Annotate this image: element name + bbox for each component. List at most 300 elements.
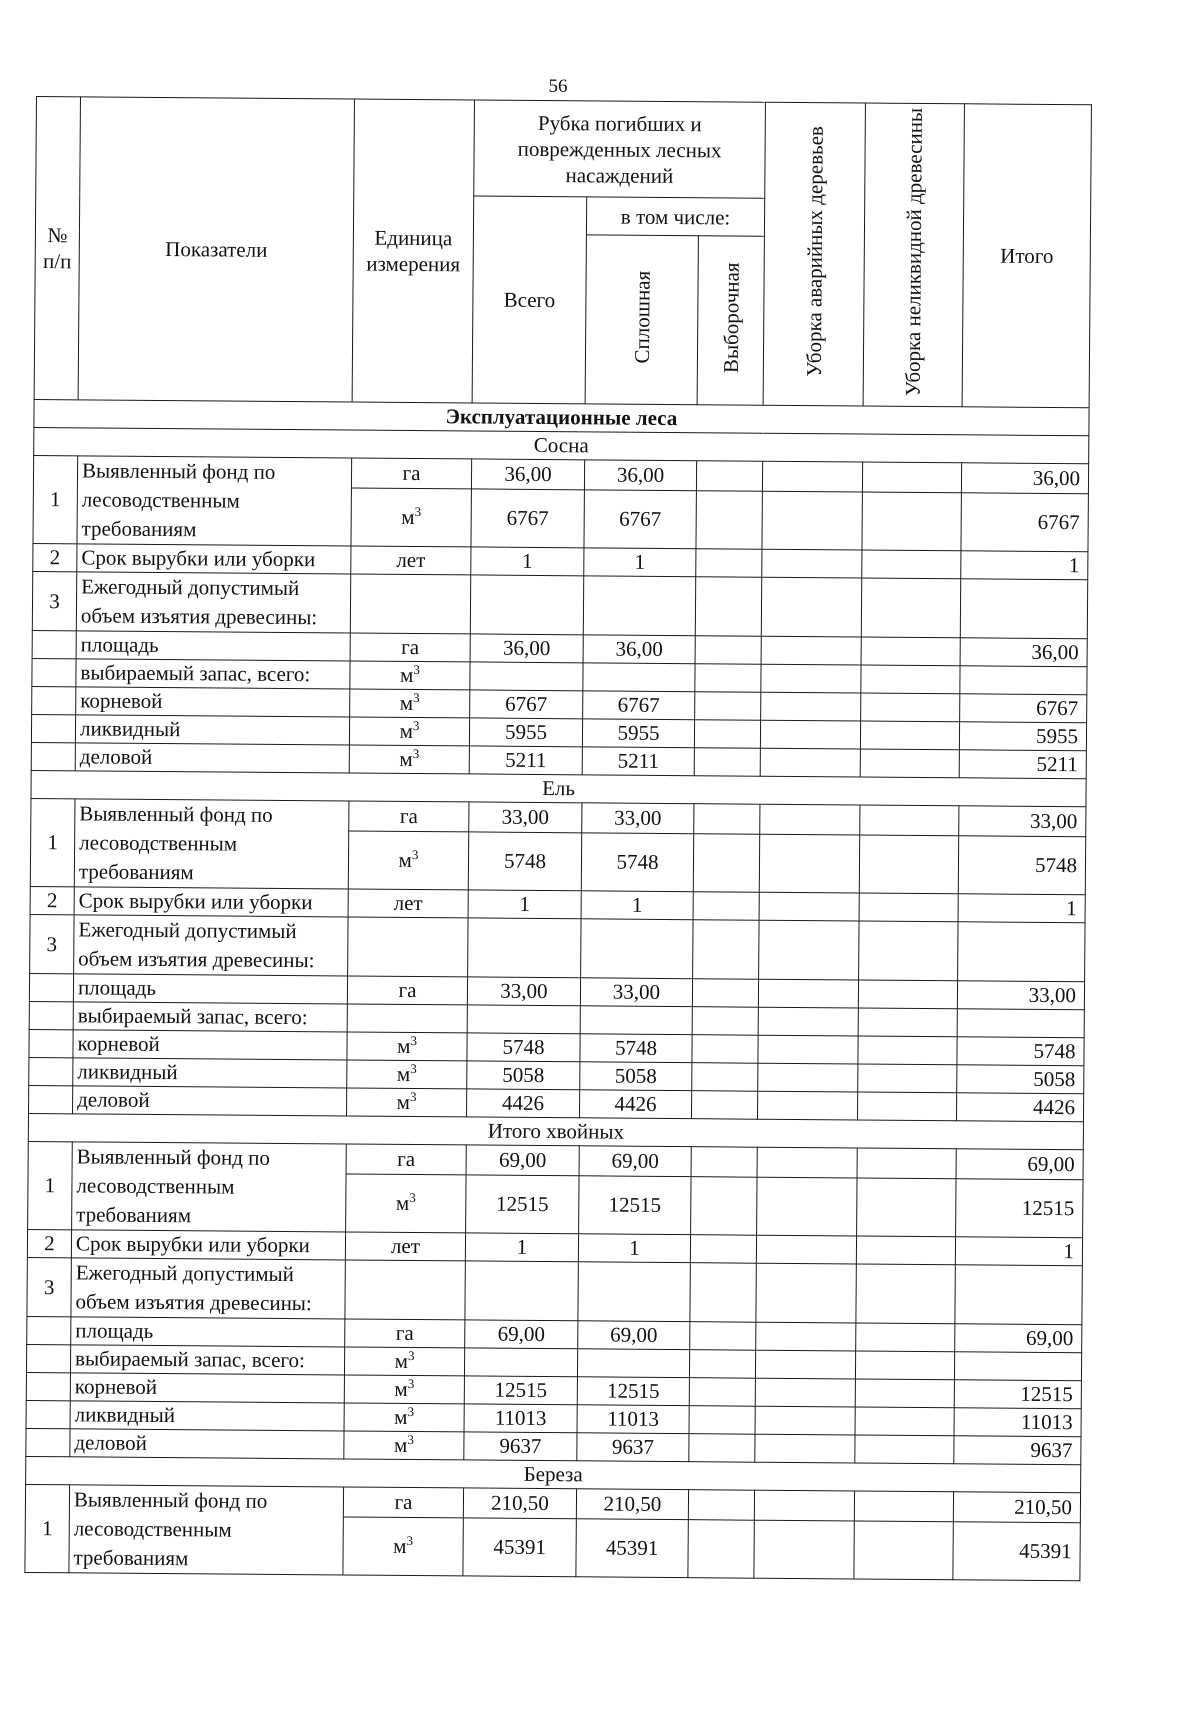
empty-cell <box>861 578 960 638</box>
value-clear: 1 <box>584 548 696 577</box>
empty-cell <box>581 919 693 979</box>
unit-text: м <box>394 1349 409 1374</box>
empty-cell <box>862 492 961 551</box>
unit-cell <box>348 831 468 890</box>
row-label: Выявленный фонд по лесоводственным требованиям <box>69 1485 344 1575</box>
row-number: 2 <box>27 1230 71 1258</box>
empty-cell <box>688 1520 754 1579</box>
empty-cell <box>759 920 859 980</box>
empty-cell <box>693 892 759 921</box>
unit-cell <box>350 633 470 662</box>
row-number <box>31 743 75 771</box>
unit-text: га <box>398 978 417 1003</box>
value-total: 33,00 <box>957 981 1084 1010</box>
value-total: 36,00 <box>960 638 1087 667</box>
data-row <box>30 915 1085 982</box>
unit-cell <box>344 1375 464 1404</box>
value-total-all: 33,00 <box>469 802 582 833</box>
value-clear: 45391 <box>576 1519 688 1578</box>
empty-cell <box>757 1177 857 1236</box>
block-title: Сосна <box>34 428 1089 464</box>
value-clear: 12515 <box>579 1176 691 1235</box>
block-title: Береза <box>26 1457 1081 1493</box>
block-title: Итого хвойных <box>28 1114 1083 1150</box>
block-title: Ель <box>31 771 1086 807</box>
unit-text: га <box>399 804 418 829</box>
value-total-all: 6767 <box>471 489 584 548</box>
value-total-all: 36,00 <box>470 634 583 663</box>
value-total-all: 4426 <box>466 1089 579 1118</box>
row-number: 3 <box>30 915 74 974</box>
empty-cell <box>755 1378 855 1407</box>
value-total-all: 5748 <box>468 832 581 891</box>
unit-cell <box>351 488 471 547</box>
empty-cell <box>858 1036 957 1065</box>
empty-cell <box>696 461 762 492</box>
empty-cell <box>578 1262 690 1322</box>
row-label: корневой <box>70 1373 344 1403</box>
empty-cell <box>758 1035 858 1064</box>
value-total-all: 69,00 <box>466 1145 579 1176</box>
data-row <box>27 1258 1082 1325</box>
empty-cell <box>762 491 862 550</box>
empty-cell <box>696 491 762 550</box>
unit-cell <box>347 1004 467 1033</box>
unit-cell <box>349 801 469 832</box>
row-number: 1 <box>33 456 78 544</box>
value-total: 33,00 <box>959 806 1086 837</box>
unit-cell <box>349 717 469 746</box>
row-number <box>29 1002 73 1030</box>
row-label: Выявленный фонд по лесоводственным требованиям <box>74 799 349 889</box>
empty-cell <box>858 980 957 1009</box>
empty-cell <box>689 1406 755 1435</box>
row-number <box>26 1345 70 1373</box>
cubic-superscript: 3 <box>407 1404 415 1420</box>
value-clear: 33,00 <box>582 803 694 834</box>
empty-cell <box>760 748 860 777</box>
empty-cell <box>858 1008 957 1037</box>
cubic-superscript: 3 <box>413 662 420 678</box>
value-total-all: 5748 <box>467 1033 580 1062</box>
value-total: 36,00 <box>961 463 1088 494</box>
cubic-superscript: 3 <box>407 1348 415 1364</box>
row-label: Ежегодный допустимый объем изъятия древесины: <box>71 1258 345 1319</box>
section-title: Эксплуатационные леса <box>34 400 1089 436</box>
empty-cell <box>855 1379 954 1408</box>
unit-text: м <box>399 663 414 688</box>
empty-cell <box>350 574 470 634</box>
value-total-all: 5058 <box>467 1061 580 1090</box>
unit-cell <box>345 1319 465 1348</box>
value-total: 1 <box>961 551 1088 580</box>
page-number: 56 <box>548 76 568 97</box>
empty-cell <box>861 693 960 722</box>
value-clear: 33,00 <box>580 978 692 1007</box>
value-total: 12515 <box>956 1179 1083 1238</box>
row-number <box>29 1030 73 1058</box>
unit-text: м <box>393 1433 408 1458</box>
unit-text: м <box>393 1534 407 1559</box>
value-total: 5058 <box>957 1065 1084 1094</box>
empty-cell <box>955 1265 1082 1325</box>
header-emergency: Уборка аварийных деревьев <box>763 102 865 406</box>
row-label: корневой <box>73 1030 347 1060</box>
value-total-all: 1 <box>471 547 584 576</box>
unit-text: га <box>394 1490 413 1515</box>
empty-cell <box>755 1406 855 1435</box>
cubic-superscript: 3 <box>414 504 422 520</box>
empty-cell <box>692 1063 758 1092</box>
row-number <box>26 1373 70 1401</box>
empty-cell <box>856 1236 955 1265</box>
empty-cell <box>755 1350 855 1379</box>
empty-cell <box>695 692 761 721</box>
empty-cell <box>695 664 761 693</box>
empty-cell <box>691 1091 757 1120</box>
unit-cell <box>343 1517 463 1576</box>
unit-cell <box>347 1060 467 1089</box>
row-number: 1 <box>30 799 75 887</box>
empty-cell <box>695 577 761 637</box>
row-number: 2 <box>33 544 77 572</box>
empty-cell <box>757 1147 857 1178</box>
unit-cell <box>344 1431 464 1460</box>
value-total-all <box>467 1005 580 1034</box>
value-total: 210,50 <box>953 1492 1080 1523</box>
unit-cell <box>345 1232 465 1261</box>
empty-cell <box>693 834 759 893</box>
row-number <box>29 974 73 1002</box>
empty-cell <box>692 1035 758 1064</box>
empty-cell <box>694 748 760 777</box>
row-label: ликвидный <box>73 1058 347 1088</box>
unit-text: м <box>394 1405 408 1430</box>
cubic-superscript: 3 <box>410 1061 417 1077</box>
empty-cell <box>465 1261 578 1321</box>
unit-text: лет <box>393 891 423 916</box>
unit-cell <box>348 889 468 918</box>
table-header <box>34 97 1091 409</box>
empty-cell <box>960 579 1087 639</box>
value-clear: 5748 <box>581 833 693 892</box>
cubic-superscript: 3 <box>407 1432 414 1448</box>
empty-cell <box>760 804 860 835</box>
value-total <box>954 1352 1081 1381</box>
value-clear: 69,00 <box>578 1321 690 1350</box>
value-total: 69,00 <box>956 1149 1083 1180</box>
row-number: 2 <box>30 887 74 915</box>
empty-cell <box>762 549 862 578</box>
value-clear: 5211 <box>582 747 694 776</box>
row-label: площадь <box>76 631 350 661</box>
row-label: выбираемый запас, всего: <box>73 1002 347 1032</box>
empty-cell <box>856 1264 955 1324</box>
unit-cell <box>347 976 467 1005</box>
empty-cell <box>754 1520 854 1579</box>
unit-cell <box>347 1032 467 1061</box>
value-total-all: 69,00 <box>465 1320 578 1349</box>
unit-text: м <box>399 747 413 772</box>
value-clear <box>580 1006 692 1035</box>
forest-felling-table-sheet <box>24 96 1091 1582</box>
unit-cell <box>350 661 470 690</box>
value-clear: 69,00 <box>579 1146 691 1177</box>
row-number <box>26 1429 70 1457</box>
value-total-all: 45391 <box>463 1518 576 1577</box>
header-total-all: Всего <box>472 196 587 404</box>
value-total: 6767 <box>961 493 1088 552</box>
value-clear: 5058 <box>580 1062 692 1091</box>
empty-cell <box>762 461 862 492</box>
header-total: Итого <box>962 104 1091 408</box>
value-total: 6767 <box>960 694 1087 723</box>
empty-cell <box>854 1521 953 1580</box>
empty-cell <box>756 1322 856 1351</box>
value-total: 12515 <box>954 1380 1081 1409</box>
empty-cell <box>690 1235 756 1264</box>
cubic-superscript: 3 <box>409 1089 417 1105</box>
unit-text: м <box>399 719 414 744</box>
empty-cell <box>691 1177 757 1236</box>
value-total-all: 12515 <box>464 1376 577 1405</box>
empty-cell <box>689 1350 755 1379</box>
row-label: Срок вырубки или уборки <box>77 544 351 574</box>
empty-cell <box>860 749 959 778</box>
empty-cell <box>759 892 859 921</box>
row-label: Выявленный фонд по лесоводственным требованиям <box>72 1142 347 1232</box>
value-total-all: 33,00 <box>467 977 580 1006</box>
unit-cell <box>346 1174 466 1233</box>
empty-cell <box>761 664 861 693</box>
value-clear: 1 <box>581 891 693 920</box>
header-in-that: в том числе: <box>586 197 764 237</box>
cubic-superscript: 3 <box>413 690 420 706</box>
unit-cell <box>350 689 470 718</box>
row-label: площадь <box>73 974 347 1004</box>
value-total: 5748 <box>957 1037 1084 1066</box>
empty-cell <box>858 1064 957 1093</box>
unit-cell <box>343 1487 463 1518</box>
empty-cell <box>758 1007 858 1036</box>
row-number <box>27 1317 71 1345</box>
unit-text: лет <box>396 548 426 573</box>
empty-cell <box>759 834 859 893</box>
cubic-superscript: 3 <box>409 1190 416 1206</box>
cubic-superscript: 3 <box>410 1033 418 1049</box>
row-label: выбираемый запас, всего: <box>76 659 350 689</box>
empty-cell <box>694 804 760 835</box>
row-label: Срок вырубки или уборки <box>71 1230 345 1260</box>
row-label: деловой <box>73 1086 347 1116</box>
header-num: № п/п <box>34 97 80 401</box>
value-total-all: 1 <box>468 890 581 919</box>
value-total-all <box>464 1348 577 1377</box>
value-total: 9637 <box>954 1436 1081 1465</box>
unit-cell <box>351 458 471 489</box>
empty-cell <box>856 1323 955 1352</box>
empty-cell <box>761 577 861 637</box>
row-label: ликвидный <box>70 1401 344 1431</box>
value-total-all: 9637 <box>464 1432 577 1461</box>
empty-cell <box>348 917 468 977</box>
forest-felling-table <box>24 96 1092 1582</box>
value-clear: 4426 <box>579 1090 691 1119</box>
header-clear: Сплошная <box>585 235 698 405</box>
value-clear: 5955 <box>582 719 694 748</box>
empty-cell <box>758 1063 858 1092</box>
row-label: Ежегодный допустимый объем изъятия древесины: <box>74 915 348 976</box>
row-number: 3 <box>32 572 76 631</box>
table-body <box>25 400 1089 1581</box>
row-label: Выявленный фонд по лесоводственным требованиям <box>77 456 352 546</box>
empty-cell <box>859 921 958 981</box>
value-total-all: 6767 <box>470 690 583 719</box>
value-total-all: 12515 <box>466 1175 579 1234</box>
empty-cell <box>689 1378 755 1407</box>
unit-cell <box>346 1088 466 1117</box>
row-number <box>32 659 76 687</box>
value-clear: 11013 <box>577 1405 689 1434</box>
value-clear: 12515 <box>577 1377 689 1406</box>
unit-text: лет <box>390 1234 421 1259</box>
empty-cell <box>468 918 581 978</box>
empty-cell <box>345 1260 465 1320</box>
empty-cell <box>861 637 960 666</box>
row-label: ликвидный <box>75 715 349 745</box>
header-felling-group: Рубка погибших и поврежденных лесных насаждений <box>474 100 766 198</box>
empty-cell <box>692 1007 758 1036</box>
unit-cell <box>344 1347 464 1376</box>
empty-cell <box>693 920 759 980</box>
empty-cell <box>855 1351 954 1380</box>
empty-cell <box>691 1147 757 1178</box>
row-label: выбираемый запас, всего: <box>70 1345 344 1375</box>
empty-cell <box>761 692 861 721</box>
unit-text: м <box>395 1191 410 1216</box>
value-total: 45391 <box>953 1522 1080 1581</box>
unit-cell <box>349 745 469 774</box>
value-total: 4426 <box>956 1093 1083 1122</box>
value-clear: 6767 <box>583 691 695 720</box>
row-number <box>29 1058 73 1086</box>
empty-cell <box>690 1263 756 1323</box>
row-number <box>29 1086 73 1114</box>
header-nonliquid: Уборка неликвидной древесины <box>863 103 964 407</box>
row-label: деловой <box>70 1429 344 1459</box>
value-clear: 5748 <box>580 1034 692 1063</box>
empty-cell <box>859 893 958 922</box>
empty-cell <box>857 1178 956 1237</box>
empty-cell <box>756 1235 856 1264</box>
unit-text: м <box>396 1062 411 1087</box>
empty-cell <box>855 1435 954 1464</box>
empty-cell <box>860 721 959 750</box>
unit-text: га <box>395 1321 414 1346</box>
unit-text: га <box>402 461 421 486</box>
cubic-superscript: 3 <box>407 1376 415 1392</box>
row-number: 3 <box>27 1258 71 1317</box>
value-clear: 36,00 <box>584 460 696 491</box>
empty-cell <box>694 720 760 749</box>
value-total: 5748 <box>958 836 1085 895</box>
header-selective: Выборочная <box>697 236 764 406</box>
unit-text: м <box>399 691 414 716</box>
empty-cell <box>583 576 695 636</box>
header-unit: Единица измерения <box>352 99 474 403</box>
cubic-superscript: 3 <box>412 746 420 762</box>
row-label: корневой <box>76 687 350 717</box>
row-label: Ежегодный допустимый объем изъятия древесины: <box>76 572 350 633</box>
value-total-all: 11013 <box>464 1404 577 1433</box>
row-label: деловой <box>75 743 349 773</box>
empty-cell <box>862 550 961 579</box>
cubic-superscript: 3 <box>411 847 419 863</box>
empty-cell <box>758 979 858 1008</box>
value-total <box>957 1009 1084 1038</box>
value-total: 5955 <box>959 722 1086 751</box>
unit-text: м <box>394 1377 408 1402</box>
unit-cell <box>346 1144 466 1175</box>
empty-cell <box>696 549 762 578</box>
value-total: 1 <box>958 894 1085 923</box>
empty-cell <box>757 1091 857 1120</box>
cubic-superscript: 3 <box>412 718 420 734</box>
unit-text: га <box>401 635 420 660</box>
unit-cell <box>351 546 471 575</box>
header-indicators: Показатели <box>78 97 354 402</box>
value-clear: 1 <box>578 1234 690 1263</box>
empty-cell <box>755 1434 855 1463</box>
empty-cell <box>470 575 583 635</box>
empty-cell <box>859 835 958 894</box>
empty-cell <box>756 1263 856 1323</box>
empty-cell <box>857 1148 956 1179</box>
data-row <box>32 572 1087 639</box>
value-clear: 9637 <box>577 1433 689 1462</box>
empty-cell <box>855 1407 954 1436</box>
row-number <box>32 631 76 659</box>
value-clear <box>583 663 695 692</box>
value-clear: 210,50 <box>576 1489 688 1520</box>
empty-cell <box>761 636 861 665</box>
empty-cell <box>862 462 961 493</box>
row-number <box>32 687 76 715</box>
value-clear: 36,00 <box>583 635 695 664</box>
empty-cell <box>958 922 1085 982</box>
unit-text: м <box>396 1090 411 1115</box>
value-total: 1 <box>955 1237 1082 1266</box>
empty-cell <box>754 1490 854 1521</box>
row-number: 1 <box>28 1142 73 1230</box>
value-total: 5211 <box>959 750 1086 779</box>
value-total-all: 36,00 <box>471 459 584 490</box>
empty-cell <box>861 665 960 694</box>
unit-cell <box>344 1403 464 1432</box>
value-total: 11013 <box>954 1408 1081 1437</box>
empty-cell <box>692 979 758 1008</box>
empty-cell <box>690 1322 756 1351</box>
empty-cell <box>857 1092 956 1121</box>
value-clear: 6767 <box>584 490 696 549</box>
value-total <box>960 666 1087 695</box>
empty-cell <box>854 1491 953 1522</box>
unit-text: м <box>401 505 415 530</box>
value-total-all: 5211 <box>469 746 582 775</box>
unit-text: м <box>398 848 412 873</box>
empty-cell <box>689 1434 755 1463</box>
unit-text: га <box>397 1147 416 1172</box>
